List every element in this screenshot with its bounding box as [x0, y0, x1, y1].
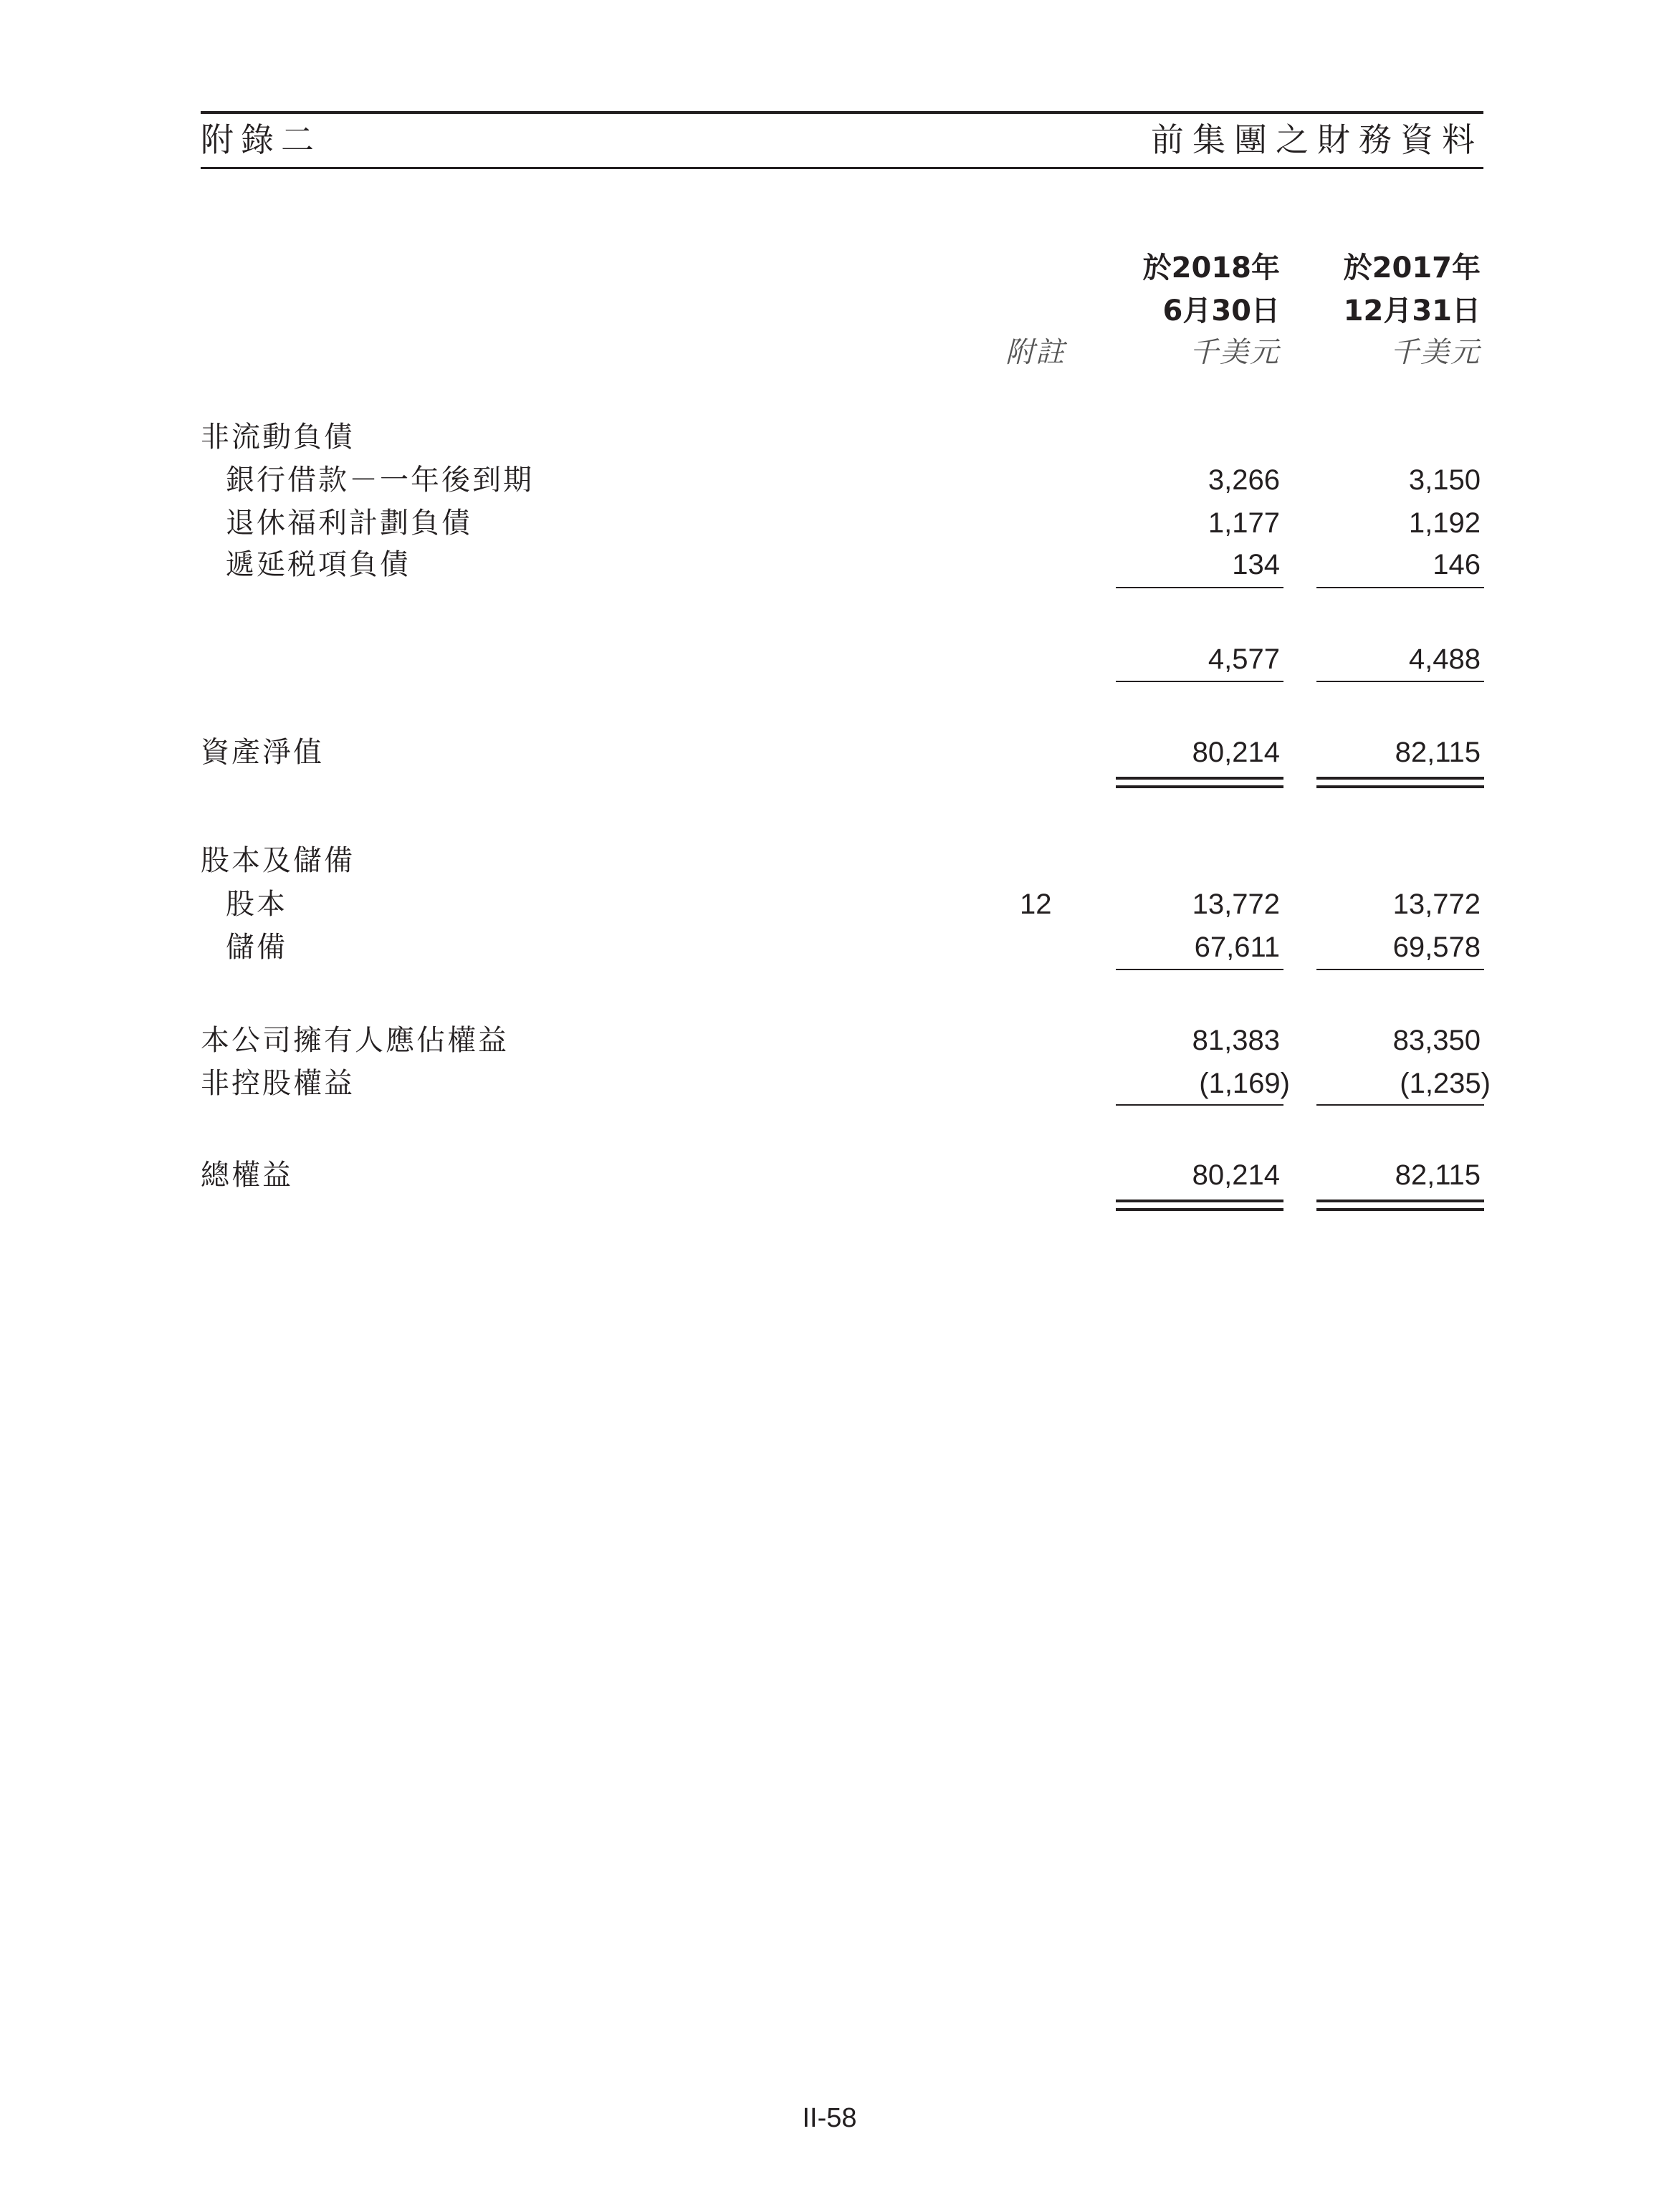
- row-value-retirement-benefit-2017: 1,192: [1408, 507, 1481, 539]
- row-value-deferred-tax-2018: 134: [1232, 549, 1280, 580]
- capital-reserves-title: 股本及儲備: [201, 844, 355, 877]
- nci-2018: (1,169): [1199, 1068, 1290, 1099]
- underline-2: [1316, 587, 1484, 588]
- nci-2017: (1,235): [1400, 1068, 1491, 1099]
- row-value-reserves-2018: 67,611: [1194, 932, 1280, 963]
- double-underline-c2: [1316, 1200, 1484, 1202]
- double-underline-a1: [1116, 777, 1283, 780]
- underline-7: [1116, 1104, 1283, 1106]
- row-label-reserves: 儲備: [226, 931, 287, 964]
- col2-unit: 千美元: [1390, 336, 1481, 369]
- total-equity-2018: 80,214: [1192, 1159, 1280, 1191]
- row-label-retirement-benefit: 退休福利計劃負債: [226, 507, 472, 540]
- owners-equity-2017: 83,350: [1392, 1025, 1481, 1056]
- row-value-retirement-benefit-2018: 1,177: [1208, 507, 1280, 539]
- subtotal-liabilities-2018: 4,577: [1208, 643, 1280, 675]
- row-label-bank-borrowings: 銀行借款－一年後到期: [226, 464, 534, 497]
- row-value-bank-borrowings-2018: 3,266: [1208, 464, 1280, 496]
- total-equity-2017: 82,115: [1395, 1159, 1481, 1191]
- underline-6: [1316, 969, 1484, 970]
- row-note-share-capital: 12: [1020, 889, 1052, 920]
- col1-date-line2: 6月30日: [1162, 295, 1280, 327]
- underline-3: [1116, 681, 1283, 682]
- double-underline-d2: [1316, 1208, 1484, 1211]
- underline-4: [1316, 681, 1484, 682]
- row-value-deferred-tax-2017: 146: [1433, 549, 1481, 580]
- col2-date-line2: 12月31日: [1343, 295, 1481, 327]
- net-assets-2017: 82,115: [1395, 737, 1481, 768]
- double-underline-c1: [1116, 1200, 1283, 1202]
- header-bottom-rule: [201, 167, 1483, 169]
- row-value-share-capital-2017: 13,772: [1392, 889, 1481, 920]
- underline-1: [1116, 587, 1283, 588]
- total-equity-label: 總權益: [201, 1159, 293, 1192]
- owners-equity-2018: 81,383: [1192, 1025, 1280, 1056]
- row-label-deferred-tax: 遞延税項負債: [226, 548, 411, 581]
- row-value-reserves-2017: 69,578: [1392, 932, 1481, 963]
- net-assets-label: 資產淨值: [201, 736, 324, 769]
- owners-equity-label: 本公司擁有人應佔權益: [201, 1024, 509, 1057]
- underline-8: [1316, 1104, 1484, 1106]
- col1-date-line1: 於2018年: [1142, 252, 1280, 284]
- subtotal-liabilities-2017: 4,488: [1408, 643, 1481, 675]
- double-underline-b2: [1316, 785, 1484, 788]
- net-assets-2018: 80,214: [1192, 737, 1280, 768]
- row-value-bank-borrowings-2017: 3,150: [1408, 464, 1481, 496]
- col2-date-line1: 於2017年: [1343, 252, 1481, 284]
- underline-5: [1116, 969, 1283, 970]
- section-title: 前集團之財務資料: [1151, 120, 1483, 159]
- row-label-share-capital: 股本: [226, 888, 287, 921]
- double-underline-a2: [1316, 777, 1484, 780]
- row-value-share-capital-2018: 13,772: [1192, 889, 1280, 920]
- non-current-liabilities-title: 非流動負債: [201, 421, 355, 454]
- note-column-label: 附註: [1005, 336, 1066, 369]
- page-number: II-58: [802, 2103, 857, 2133]
- appendix-title: 附錄二: [201, 120, 321, 159]
- header-top-rule: [201, 111, 1483, 114]
- col1-unit: 千美元: [1190, 336, 1280, 369]
- nci-label: 非控股權益: [201, 1067, 355, 1100]
- double-underline-d1: [1116, 1208, 1283, 1211]
- double-underline-b1: [1116, 785, 1283, 788]
